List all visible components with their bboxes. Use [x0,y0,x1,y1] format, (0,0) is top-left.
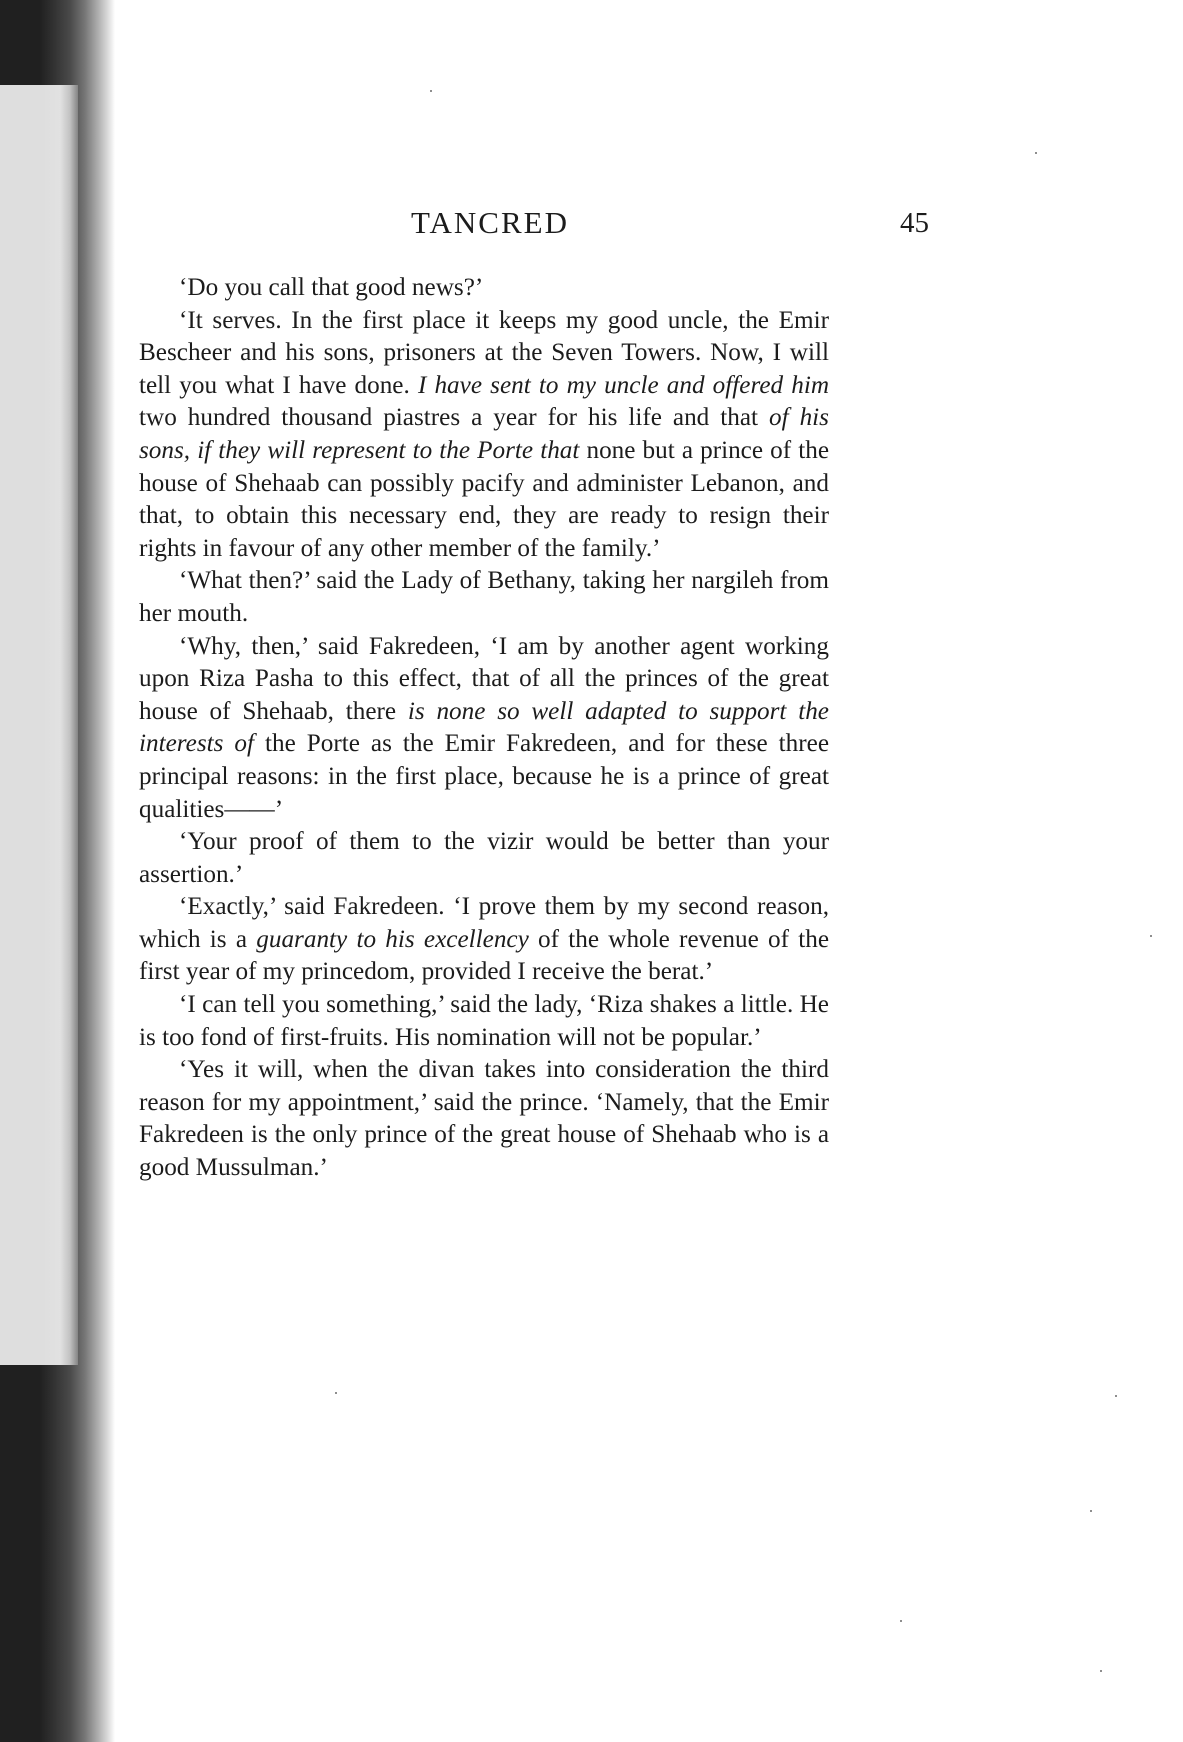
text-run: two hundred thousand piastres a year for his life and that [139,404,770,432]
running-head [140,205,929,245]
scan-speck [430,90,432,92]
text-run: of the whole revenue of the first year of my princedom, provided I receive the berat.’ [139,925,829,986]
scan-speck [1150,935,1152,937]
paragraph [139,826,829,891]
text-run: ‘Exactly,’ said Fakredeen. ‘I prove them by my second reason, which is a [139,893,829,953]
italic-text: guaranty to his excellency [256,925,529,953]
scan-speck [1090,1510,1092,1512]
italic-text: is none so well adapted to support the interests of [139,697,829,758]
paragraph [139,305,829,566]
scan-gutter-edge [0,85,78,1365]
paragraph [139,989,829,1054]
italic-text: of his sons, if they will represent to the Porte that [139,404,829,464]
scan-speck [900,1620,902,1622]
running-title: TANCRED [411,205,569,240]
text-run: ‘I can tell you something,’ said the lady, ‘Riza shakes a little. He is too fond of first-fruits. His nomination will not be popular.’ [139,991,829,1051]
text-run: ‘Why, then,’ said Fakredeen, ‘I am by another agent working upon Riza Pasha to this effect, that of all the princes of the great house of Shehaab, there [139,632,829,725]
paragraph [139,1054,829,1184]
text-run: ‘Yes it will, when the divan takes into consideration the third reason for my appointment,’ said the prince. ‘Namely, that the Emir Fakredeen is the only prince of the great house of Shehaab who is a good Mussulman.’ [139,1056,829,1182]
paragraph [139,565,829,630]
paragraph [139,272,829,305]
paragraph [139,891,829,989]
text-run: ‘Do you call that good news?’ [179,274,484,301]
page-number: 45 [900,207,929,239]
italic-text: I have sent to my uncle and offered him [417,371,830,399]
text-run: ‘Your proof of them to the vizir would be better than your assertion.’ [139,828,829,888]
text-run: the Porte as the Emir Fakredeen, and for these three principal reasons: in the first place, because he is a prince of great qualities——’ [139,730,830,823]
scan-speck [1100,1670,1102,1672]
paragraph [139,631,829,827]
text-run: ‘What then?’ said the Lady of Bethany, taking her nargileh from her mouth. [139,567,829,627]
scan-speck [1115,1395,1117,1397]
scan-speck [335,1392,337,1394]
text-run: ‘It serves. In the first place it keeps my good uncle, the Emir Bescheer and his sons, prisoners at the Seven Towers. Now, I will tell you what I have done. [139,306,829,399]
scan-speck [1035,152,1037,154]
text-run: none but a prince of the house of Shehaab can possibly pacify and administer Lebanon, and that, to obtain this necessary end, they are ready to resign their rights in favour of any other member of the family.’ [139,436,829,562]
body-text [139,272,829,1185]
